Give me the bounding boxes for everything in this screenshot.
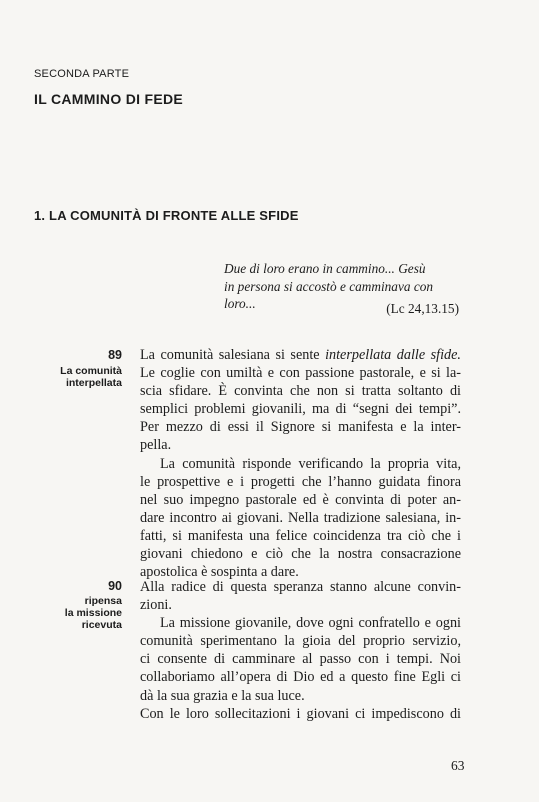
text-line: nel suo impegno pastorale ed è convinta di poter an-: [140, 491, 461, 508]
section-number: 89: [108, 348, 122, 362]
text-line: giovani chiedono e ciò che la nostra consacrazione: [140, 546, 461, 563]
text-line: dà la sua grazia e la sua luce.: [140, 687, 305, 704]
emphasis: interpellata dalle sfide.: [325, 347, 461, 363]
section-text: [140, 346, 461, 581]
text-line: comunità sperimentano la gioia del proprio servizio,: [140, 633, 461, 650]
margin-note: ripensa la missione ricevuta: [64, 595, 122, 631]
text-line: pella.: [140, 437, 172, 454]
text-line: collaboriamo all’opera di Dio ed a questo fine Egli ci: [140, 669, 461, 686]
section-text: [140, 578, 461, 723]
text-line: Con le loro sollecitazioni i giovani ci impediscono di: [140, 705, 461, 722]
text-line: apostolica è sospinta a dare.: [140, 564, 299, 581]
text-line: La missione giovanile, dove ogni confratello e ogni: [160, 615, 461, 632]
epigraph-line: in persona si accostò e camminava con: [224, 278, 434, 294]
text-line: semplici problemi giovanili, ma di “segni dei tempi”.: [140, 401, 461, 418]
text-line: Alla radice di questa speranza stanno alcune convin-: [140, 579, 461, 595]
text-line: ci consente di camminare al passo con i tempi. Noi: [140, 651, 461, 668]
text-line: fatti, si manifesta una felice coincidenza tra ciò che i: [140, 527, 461, 544]
section-number: 90: [108, 579, 122, 593]
page-number: 63: [451, 758, 465, 773]
text-line: scia sfidare. È convinta che non si tratta soltanto di: [140, 383, 461, 400]
margin-note: La comunità interpellata: [60, 365, 122, 389]
text-line: Per mezzo di essi il Signore si manifesta e la inter-: [140, 419, 461, 436]
epigraph-reference: (Lc 24,13.15): [386, 301, 459, 316]
text-line: Le coglie con umiltà e con passione pastorale, e si la-: [140, 365, 461, 382]
epigraph-line: Due di loro erano in cammino... Gesù: [224, 261, 426, 276]
text-line: le prospettive e i progetti che l’hanno guidata finora: [140, 473, 461, 490]
epigraph-line: loro...: [224, 296, 256, 311]
text-line: zioni.: [140, 597, 172, 614]
text-line: dare incontro ai giovani. Nella tradizione salesiana, in-: [140, 509, 461, 526]
part-title: IL CAMMINO DI FEDE: [34, 91, 184, 107]
text-line: [140, 346, 461, 364]
text-run: La comunità salesiana si sente: [140, 347, 326, 363]
text-line: La comunità risponde verificando la propria vita,: [160, 455, 461, 472]
chapter-title: 1. LA COMUNITÀ DI FRONTE ALLE SFIDE: [34, 208, 299, 223]
part-label: SECONDA PARTE: [34, 68, 130, 80]
